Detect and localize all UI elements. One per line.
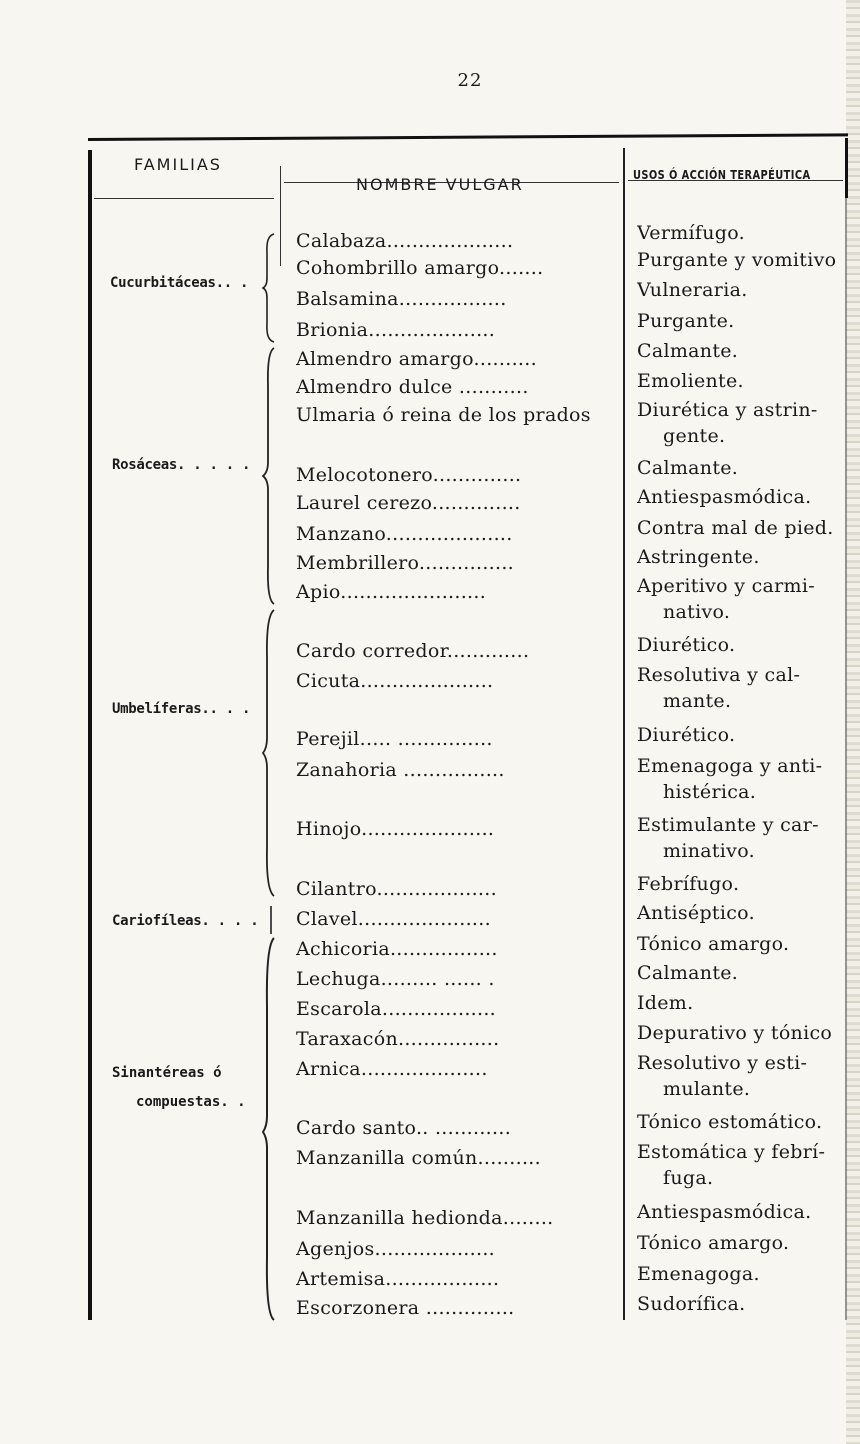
plant-use [637,900,848,926]
plant-name: Ulmaria ó reina de los prados [296,404,591,426]
plant-use [637,931,848,957]
brace-rosaceas [262,346,276,606]
plant-use [637,308,848,334]
plant-use [637,662,848,714]
page-edge [846,0,860,1444]
header-usos: USOS Ó ACCIÓN TERAPÉUTICA [633,168,811,182]
use-line: Vulneraria. [637,279,748,301]
use-line: Antiespasmódica. [637,486,812,508]
plant-name: Lechuga......... ...... . [296,968,495,990]
plant-name: Brionia.................... [296,319,496,341]
plant-use [637,1020,848,1046]
plant-name: Cohombrillo amargo....... [296,257,544,279]
plant-use [637,1199,848,1225]
plant-use [637,1050,848,1102]
plant-name: Hinojo..................... [296,818,495,840]
use-line: Calmante. [637,457,739,479]
plant-use [637,632,848,658]
plant-use [637,812,848,864]
family-cucurbitaceas: Cucurbitáceas.. . [110,275,249,291]
plant-name: Escorzonera .............. [296,1297,515,1319]
plant-use [637,220,848,246]
use-line: Emenagoga. [637,1263,760,1285]
use-line: Diurético. [637,634,736,656]
use-line: Diurética y astrin- [637,399,818,421]
plant-name: Cicuta..................... [296,670,494,692]
plant-use [637,1230,848,1256]
plant-name: Clavel..................... [296,908,491,930]
plant-name: Laurel cerezo.............. [296,492,521,514]
plant-use [637,960,848,986]
use-line: Diurético. [637,724,736,746]
use-line: Resolutivo y esti- [637,1052,808,1074]
brace-cucurbitaceas [262,232,276,344]
use-line: Emenagoga y anti- [637,755,823,777]
family-cariofileas: Cariofíleas. . . . [112,913,259,929]
use-line: Astringente. [637,546,760,568]
family-umbeliferas: Umbelíferas.. . . [112,701,251,717]
plant-use [637,544,848,570]
column-divider-2 [623,148,625,1320]
use-line: Sudorífica. [637,1293,746,1315]
plant-name: Artemisa.................. [296,1268,500,1290]
plant-name: Taraxacón................ [296,1028,500,1050]
brace-umbeliferas [262,608,276,898]
plant-name: Almendro amargo.......... [296,348,537,370]
use-line: Contra mal de pied. [637,517,834,539]
use-line: Vermífugo. [637,222,745,244]
plant-use [637,277,848,303]
use-line: Depurativo y tónico [637,1022,833,1044]
use-line: Antiséptico. [637,902,755,924]
plant-use [637,1291,848,1317]
plant-name: Arnica.................... [296,1058,488,1080]
plant-use [637,722,848,748]
plant-name: Cardo corredor............. [296,640,530,662]
plant-use [637,397,848,449]
plant-name: Manzano.................... [296,523,513,545]
use-line-2: mulante. [663,1078,751,1100]
plant-use [637,753,848,805]
header-rule-familias [94,198,274,199]
use-line: Purgante. [637,310,735,332]
plant-use [637,871,848,897]
use-line: Estomática y febrí- [637,1141,826,1163]
plant-use [637,1139,848,1191]
plant-use [637,247,848,273]
use-line: Aperitivo y carmi- [637,575,815,597]
plant-name: Achicoria................. [296,938,498,960]
family-sinantereas-line2: compuestas. . [136,1094,246,1110]
plant-name: Agenjos................... [296,1238,495,1260]
use-line: Tónico amargo. [637,1232,790,1254]
use-line-2: fuga. [663,1167,714,1189]
use-line: Tónico amargo. [637,933,790,955]
use-line: Calmante. [637,962,739,984]
plant-use [637,368,848,394]
plant-name: Manzanilla común.......... [296,1147,541,1169]
use-line: Tónico estomático. [637,1111,823,1133]
plant-name: Manzanilla hedionda........ [296,1207,554,1229]
use-line: Calmante. [637,340,739,362]
plant-name: Cilantro................... [296,878,497,900]
family-rosaceas: Rosáceas. . . . . [112,457,251,473]
plant-name: Almendro dulce ........... [296,376,529,398]
table-right-rule [845,138,848,198]
plant-name: Balsamina................. [296,288,507,310]
plant-use [637,338,848,364]
plant-name: Melocotonero.............. [296,464,522,486]
use-line-2: nativo. [663,601,731,623]
header-familias: FAMILIAS [134,155,222,174]
plant-use [637,455,848,481]
use-line: Idem. [637,992,694,1014]
header-nombre-vulgar: NOMBRE VULGAR [356,175,524,194]
plant-name: Escarola.................. [296,998,497,1020]
use-line: Febrífugo. [637,873,740,895]
plant-name: Zanahoria ................ [296,759,505,781]
use-line-2: minativo. [663,840,755,862]
use-line: Antiespasmódica. [637,1201,812,1223]
plant-use [637,484,848,510]
plant-name: Perejil..... ............... [296,728,493,750]
use-line: Estimulante y car- [637,814,819,836]
family-sinantereas: Sinantéreas ó [112,1065,222,1081]
use-line: Emoliente. [637,370,744,392]
plant-name: Membrillero............... [296,552,515,574]
table-left-rule [88,150,92,1320]
use-line-2: mante. [663,690,732,712]
plant-use [637,990,848,1016]
plant-use [637,515,848,541]
brace-cariofileas [262,904,276,936]
plant-name: Apio....................... [296,581,487,603]
use-line: Resolutiva y cal- [637,664,801,686]
page-number: 22 [457,70,483,91]
use-line-2: histérica. [663,781,757,803]
use-line: Purgante y vomitivo [637,249,837,271]
plant-name: Cardo santo.. ............ [296,1117,512,1139]
plant-use [637,1109,848,1135]
column-divider-1 [280,166,281,266]
use-line-2: gente. [663,425,726,447]
plant-use [637,1261,848,1287]
table-top-rule [88,133,848,141]
plant-use [637,573,848,625]
brace-sinantereas [262,936,276,1322]
plant-name: Calabaza.................... [296,230,514,252]
